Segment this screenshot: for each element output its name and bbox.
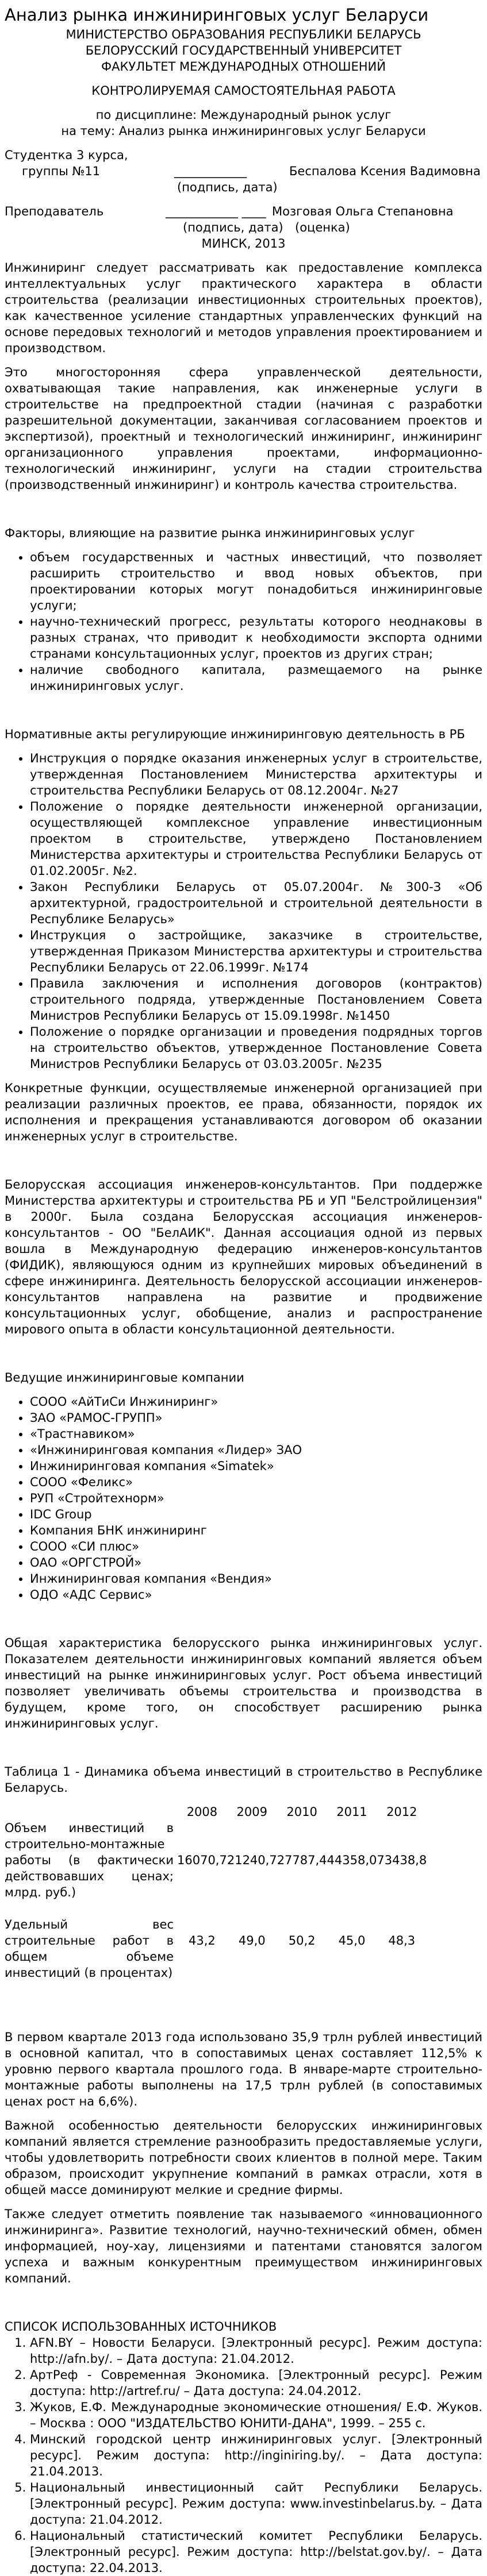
- factors-heading: Факторы, влияющие на развитие рынка инжиниринговых услуг: [5, 526, 415, 540]
- list-item: • Положение о порядке организации и проведения подрядных торгов на строительство объектов, утвержденное Постановление Совета Министров Республики Беларусь от 03.03.2005г. №235: [30, 1024, 482, 1072]
- list-item: • Правила заключения и исполнения договоров (контрактов) строительного подряда, утвержденные Постановлением Совета Министров Республики Беларусь от 15.09.1998г. №1450: [30, 975, 482, 1024]
- list-item: • наличие свободного капитала, размещаемого на рынке инжиниринговых услуг.: [30, 662, 482, 694]
- acts-list: [5, 750, 482, 1072]
- list-item: • Компания БНК инжиниринг: [30, 1522, 482, 1538]
- discipline-line: по дисциплине: Международный рынок услуг: [95, 108, 392, 122]
- list-item: • ОДО «АДС Сервис»: [30, 1587, 482, 1603]
- table-cell: 27787,4: [277, 1853, 327, 1867]
- list-item: • СООО «АйТиСи Инжиниринг»: [30, 1394, 482, 1410]
- companies-heading: Ведущие инжиниринговые компании: [5, 1371, 244, 1385]
- list-item: • Инструкция о порядке оказания инженерных услуг в строительстве, утвержденная Постановлением Министерства архитектуры и строительства Республики Беларусь от 08.12.2004г. №27: [30, 750, 482, 799]
- list-item: • Инжиниринговая компания «Вендия»: [30, 1571, 482, 1587]
- document-title: Анализ рынка инжиниринговых услуг Беларуси: [5, 5, 429, 25]
- sources-list: [5, 2335, 482, 2576]
- list-item: • научно-технический прогресс, результаты которого неоднаковы в разных странах, что приводит к необходимости экспорта одними странами консультационных услуг, проектов из других стран;: [30, 614, 482, 662]
- list-item: • «Инжиниринговая компания «Лидер» ЗАО: [30, 1442, 482, 1458]
- quarter-paragraph-1: В первом квартале 2013 года использовано 35,9 трлн рублей инвестиций в основной капитал, что в сопоставимых ценах составляет 112,5% к уровню первого квартала прошлого года. В январе-марте строительно-монтажные работы выполнены на 17,5 трлн рублей (в сопоставимых ценах рост на 6,6%).: [5, 2030, 482, 2108]
- list-item: • ЗАО «РАМОС-ГРУПП»: [30, 1410, 482, 1426]
- list-item: 1. AFN.BY – Новости Беларуси. [Электронный ресурс]. Режим доступа: http://afn.by/. – Дата доступа: 21.04.2012.: [30, 2335, 482, 2367]
- table-row-label: Удельный вес строительные работ в общем объеме инвестиций (в процентах): [5, 1918, 174, 1980]
- table-cell: 50,2: [288, 1934, 316, 1948]
- list-item: • объем государственных и частных инвестиций, что позволяет расширить строительство и ввод новых объектов, при проектировании которых могут понадобиться инжиниринговые услуги;: [30, 549, 482, 614]
- table-year: 2012: [386, 1805, 417, 1819]
- quarter-paragraph-3: Также следует отметить появление так называемого «инновационного инжиниринга». Развитие технологий, научно-технический обмен, обмен информацией, ноу-хау, лицензиями и патентами становятся залогом успеха и важным конкурентным преимуществом инжиниринговых компаний.: [5, 2207, 482, 2285]
- list-item: • IDC Group: [30, 1506, 482, 1522]
- table-row: [5, 1820, 427, 1900]
- list-item: • Инжиниринговая компания «Simatek»: [30, 1458, 482, 1474]
- sources-heading: СПИСОК ИСПОЛЬЗОВАННЫХ ИСТОЧНИКОВ: [5, 2320, 277, 2334]
- list-item: 6. Национальный статистический комитет Республики Беларусь. [Электронный ресурс]. Режим доступа: http://belstat.gov.by/. – Дата доступа: 22.04.2013.: [30, 2528, 482, 2576]
- quarter-paragraph-2: Важной особенностью деятельности белорусских инжиниринговых компаний является стремление разнообразить предоставляемые услуги, чтобы удовлетворить потребности своих клиентов в полной мере. Таким образом, происходит укрупнение компаний в рамках отрасли, хотя в общей массе доминируют мелкие и средние фирмы.: [5, 2119, 482, 2197]
- list-item: 2. АртРеф - Современная Экономика. [Электронный ресурс]. Режим доступа: http://artref.ru/ – Дата доступа: 24.04.2012.: [30, 2367, 482, 2399]
- teacher-role: Преподаватель: [5, 205, 104, 218]
- teacher-block: [5, 203, 482, 236]
- table-cell: 48,3: [388, 1934, 416, 1948]
- teacher-grade-caption: (оценка): [295, 221, 350, 234]
- work-type-line: КОНТРОЛИРУЕМАЯ САМОСТОЯТЕЛЬНАЯ РАБОТА: [91, 84, 396, 98]
- table-cell: 49,0: [238, 1934, 266, 1948]
- investment-table: [5, 1804, 427, 1981]
- list-item: • СООО «Феликс»: [30, 1474, 482, 1490]
- table-year: 2010: [286, 1805, 317, 1819]
- table-cell: 43,2: [189, 1934, 216, 1948]
- student-signature-caption: (подпись, дата): [177, 180, 278, 194]
- table-cell: 45,0: [338, 1934, 366, 1948]
- university-line: БЕЛОРУССКИЙ ГОСУДАРСТВЕННЫЙ УНИВЕРСИТЕТ: [85, 44, 402, 57]
- intro-paragraph-1: Инжиниринг следует рассматривать как предоставление комплекса интеллектуальных услуг практического характера в области строительства (реализации инвестиционных строительных проектов), как качественное усиление стандартных управленческих функций на основе передовых технологий и методов управления проектированием и производством.: [5, 261, 482, 355]
- table-cell: 21240,7: [227, 1853, 277, 1867]
- ministry-line: МИНИСТЕРСТВО ОБРАЗОВАНИЯ РЕСПУБЛИКИ БЕЛАРУСЬ: [66, 28, 421, 41]
- table-cell: 44358,0: [327, 1853, 377, 1867]
- student-group: группы №11: [22, 164, 101, 178]
- list-item: • ОАО «ОРГСТРОЙ»: [30, 1555, 482, 1571]
- companies-list: [5, 1394, 482, 1603]
- factors-list: [5, 549, 482, 694]
- table-row: [5, 1916, 427, 1981]
- student-block: [5, 147, 482, 195]
- topic-line: на тему: Анализ рынка инжиниринговых услуг Беларуси: [61, 124, 426, 138]
- list-item: • Инструкция о застройщике, заказчике в строительстве, утвержденная Приказом Министерства архитектуры и строительства Республики Беларусь от 22.06.1999г. №174: [30, 927, 482, 975]
- list-item: • РУП «Стройтехнорм»: [30, 1490, 482, 1506]
- association-paragraph: Белорусская ассоциация инженеров-консультантов. При поддержке Министерства архитектуры и строительства РБ и УП "Белстройлицензия" в 2000г. Была создана Белорусская ассоциация инженеров-консультантов - ОО "БелАИК". Данная ассоциация одной из первых вошла в Международную федерацию инженеров-консультантов (ФИДИК), являющуюся одним из крупнейших мировых объединений в сфере инжиниринга. Деятельность белорусской ассоциации инженеров-консультантов направлена на развитие и продвижение консультационных услуг, обобщение, анализ и распространение мирового опыта в области консультационной деятельности.: [5, 1178, 482, 1336]
- table-year: 2008: [186, 1805, 218, 1819]
- overview-paragraph: Общая характеристика белорусского рынка инжиниринговых услуг. Показателем деятельности инжиниринговых компаний является объем инвестиций на рынке инжиниринговых услуг. Рост объема инвестиций позволяет увеличивать объемы строительства и производства в будущем, кроме того, он способствует расширению рынка инжиниринговых услуг.: [5, 1636, 482, 1730]
- table-cell: 16070,7: [177, 1853, 227, 1867]
- list-item: • СООО «СИ плюс»: [30, 1538, 482, 1555]
- list-item: • «Трастнавиком»: [30, 1426, 482, 1442]
- teacher-name: Мозговая Ольга Степановна: [272, 205, 454, 218]
- list-item: 3. Жуков, Е.Ф. Международные экономические отношения/ Е.Ф. Жуков. – Москва : ООО "ИЗДАТЕЛЬСТВО ЮНИТИ-ДАНА", 1999. – 255 с.: [30, 2399, 482, 2431]
- teacher-signature-caption: (подпись, дата): [183, 221, 283, 234]
- list-item: • Закон Республики Беларусь от 05.07.2004г. №300-З «Об архитектурной, градостроительной и строительной деятельности в Республике Беларусь»: [30, 879, 482, 927]
- acts-heading: Нормативные акты регулирующие инжиниринговую деятельность в РБ: [5, 727, 465, 741]
- list-item: • Положение о порядке деятельности инженерной организации, осуществляющей комплексное управление инвестиционным проектом в строительстве, утверждено Постановлением Министерства архитектуры и строительства Республики Беларусь от 01.02.2005г. №2.: [30, 799, 482, 879]
- table-cell: 73438,8: [377, 1853, 427, 1867]
- table-header-row: [5, 1804, 427, 1820]
- list-item: 4. Минский городской центр инжиниринговых услуг. [Электронный ресурс]. Режим доступа: http://inginiring.by/. – Дата доступа: 21.04.2013.: [30, 2431, 482, 2479]
- city-year: МИНСК, 2013: [201, 237, 286, 250]
- acts-after-paragraph: Конкретные функции, осуществляемые инженерной организацией при реализации различных проектов, ее права, обязанности, порядок их исполнения и прекращения устанавливаются договором об оказании инженерных услуг в строительстве.: [5, 1081, 482, 1143]
- list-item: 5. Национальный инвестиционный сайт Республики Беларусь. [Электронный ресурс]. Режим доступа: www.investinbelarus.by. – Дата доступа: 21.04.2012.: [30, 2479, 482, 2528]
- table-year: 2011: [336, 1805, 367, 1819]
- table-row-label: Объем инвестиций в строительно-монтажные работы (в фактически действовавших ценах; млрд. руб.): [5, 1821, 174, 1899]
- student-name: Беспалова Ксения Вадимовна: [289, 164, 481, 178]
- intro-paragraph-2: Это многосторонняя сфера управленческой деятельности, охватывающая такие направления, как инженерные услуги в строительстве на предпроектной стадии (начиная с разработки разрешительной документации, заканчивая согласованием проектов и экспертизой), проектный и технологический инжиниринг, инжиниринг организационного управления проектами, информационно-технологический инжиниринг, услуги на стадии строительства (производственный инжиниринг) и контроль качества строительства.: [5, 365, 482, 492]
- faculty-line: ФАКУЛЬТЕТ МЕЖДУНАРОДНЫХ ОТНОШЕНИЙ: [101, 60, 386, 74]
- table-caption: Таблица 1 - Динамика объема инвестиций в строительство в Республике Беларусь.: [5, 1765, 482, 1795]
- student-signature-blank: ____________: [174, 164, 247, 178]
- student-course: Студентка 3 курса,: [5, 148, 128, 162]
- table-year: 2009: [236, 1805, 267, 1819]
- teacher-signature-blank: ____________ ____: [166, 205, 266, 218]
